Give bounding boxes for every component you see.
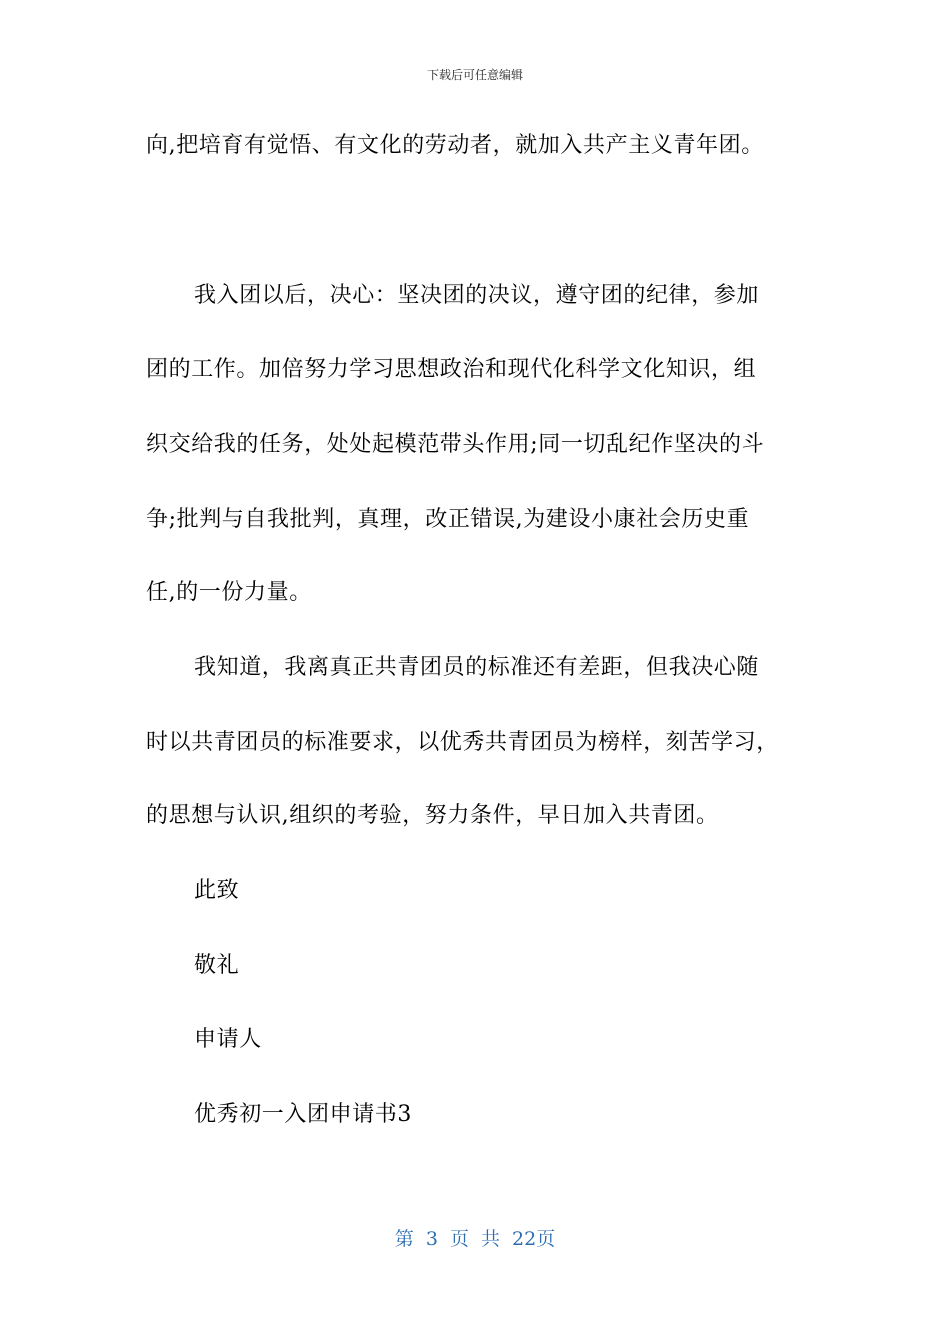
page-header-note: 下载后可任意编辑: [426, 68, 523, 82]
body-line-3: 团的工作。加倍努力学习思想政治和现代化科学文化知识，组: [146, 357, 757, 382]
body-line-4: 织交给我的任务，处处起模范带头作用;同一切乱纪作坚决的斗: [146, 432, 765, 457]
salutation-line: 此致: [194, 878, 240, 903]
body-line-2: 我入团以后，决心：坚决团的决议，遵守团的纪律，参加: [194, 283, 760, 308]
regards-line: 敬礼: [194, 953, 240, 978]
body-line-5: 争;批判与自我批判，真理，改正错误,为建设小康社会历史重: [146, 507, 750, 532]
body-line-6: 任,的一份力量。: [146, 580, 312, 605]
applicant-line: 申请人: [194, 1027, 262, 1052]
body-line-1: 向,把培育有觉悟、有文化的劳动者，就加入共产主义青年团。: [146, 133, 764, 158]
body-line-8: 时以共青团员的标准要求，以优秀共青团员为榜样，刻苦学习，: [146, 730, 779, 755]
body-line-7: 我知道，我离真正共青团员的标准还有差距，但我决心随: [194, 655, 760, 680]
body-line-9: 的思想与认识,组织的考验，努力条件，早日加入共青团。: [146, 803, 719, 828]
section-title: 优秀初一入团申请书3: [194, 1102, 412, 1127]
page-number: 第 3 页 共 22页: [394, 1228, 556, 1250]
